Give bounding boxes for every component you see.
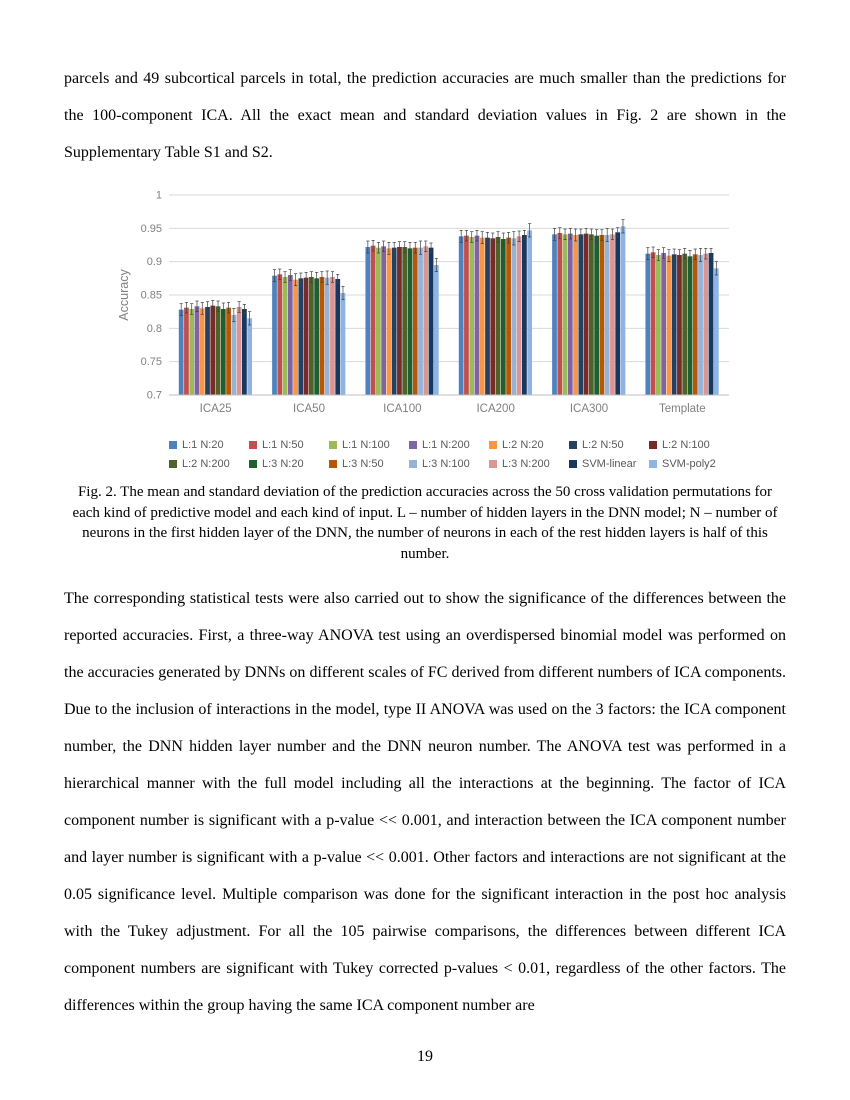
y-axis-title: Accuracy bbox=[117, 269, 131, 321]
bar-l-1-n-200-ica25 bbox=[195, 306, 200, 395]
bar-svm-linear-ica200 bbox=[522, 235, 527, 395]
legend-label: SVM-linear bbox=[582, 458, 637, 470]
legend-label: L:3 N:100 bbox=[422, 458, 470, 470]
legend-label: L:1 N:100 bbox=[342, 439, 390, 451]
bar-l-3-n-50-ica25 bbox=[226, 308, 231, 395]
bar-l-3-n-20-template bbox=[688, 256, 693, 395]
bar-l-2-n-50-template bbox=[672, 254, 677, 395]
legend-swatch-icon bbox=[649, 441, 657, 449]
bar-l-3-n-200-ica25 bbox=[237, 307, 242, 395]
bar-l-1-n-100-ica200 bbox=[469, 237, 474, 395]
bar-l-1-n-20-ica200 bbox=[459, 236, 464, 395]
legend-item-l-1-n-20 bbox=[169, 439, 249, 451]
legend-label: L:3 N:50 bbox=[342, 458, 384, 470]
bar-l-3-n-100-ica200 bbox=[511, 238, 516, 395]
legend-label: L:1 N:20 bbox=[182, 439, 224, 451]
legend-label: L:3 N:20 bbox=[262, 458, 304, 470]
bar-l-1-n-100-ica50 bbox=[283, 277, 288, 395]
bar-l-3-n-20-ica25 bbox=[221, 309, 226, 395]
legend-label: L:2 N:20 bbox=[502, 439, 544, 451]
bar-l-2-n-200-template bbox=[682, 254, 687, 395]
bar-l-1-n-20-ica50 bbox=[272, 276, 277, 395]
bar-l-3-n-200-ica200 bbox=[517, 236, 522, 395]
bar-l-1-n-20-ica100 bbox=[365, 247, 370, 395]
legend-swatch-icon bbox=[329, 441, 337, 449]
legend-swatch-icon bbox=[409, 441, 417, 449]
bar-l-2-n-20-ica100 bbox=[387, 248, 392, 395]
bar-l-3-n-20-ica200 bbox=[501, 239, 506, 395]
bar-l-3-n-200-ica100 bbox=[423, 246, 428, 395]
chart-legend bbox=[169, 439, 735, 470]
bar-l-1-n-200-ica50 bbox=[288, 275, 293, 395]
bar-l-2-n-100-ica100 bbox=[397, 247, 402, 395]
bar-l-2-n-100-ica300 bbox=[584, 234, 589, 395]
x-category-label-ica50: ICA50 bbox=[293, 403, 325, 415]
bar-l-3-n-100-template bbox=[698, 255, 703, 395]
legend-swatch-icon bbox=[649, 460, 657, 468]
bar-l-1-n-50-ica300 bbox=[557, 233, 562, 395]
bar-l-1-n-50-ica100 bbox=[371, 246, 376, 395]
bar-l-3-n-50-ica100 bbox=[413, 248, 418, 395]
bar-l-2-n-100-ica25 bbox=[210, 306, 215, 395]
paragraph-2: The corresponding statistical tests were also carried out to show the significance of the differences between the reported accuracies. First, a three-way ANOVA test using an overdispersed binomial model was performed on the accuracies generated by DNNs on different scales of FC derived from different numbers of ICA components. Due to the inclusion of interactions in the model, type II ANOVA was used on the 3 factors: the ICA component number, the DNN hidden layer number and the DNN neuron number. The ANOVA test was performed in a hierarchical manner with the full model including all the interactions at the beginning. The factor of ICA component number is significant with a p-value << 0.001, and interaction between the ICA component number and layer number is significant with a p-value << 0.001. Other factors and interactions are not significant at the 0.05 significance level. Multiple comparison was done for the significant interaction in the post hoc analysis with the Tukey adjustment. For all the 105 pairwise comparisons, the differences between different ICA component numbers are significant with Tukey corrected p-values < 0.01, regardless of the other factors. The differences within the group having the same ICA component number are bbox=[64, 590, 786, 1014]
legend-item-l-2-n-200 bbox=[169, 458, 249, 470]
bar-l-1-n-50-ica200 bbox=[464, 236, 469, 395]
bar-l-3-n-100-ica25 bbox=[231, 315, 236, 395]
bar-l-1-n-200-ica300 bbox=[568, 234, 573, 395]
bar-l-1-n-50-ica50 bbox=[277, 274, 282, 395]
bar-l-3-n-50-ica200 bbox=[506, 238, 511, 395]
bar-l-2-n-200-ica50 bbox=[309, 277, 314, 395]
bar-l-1-n-200-ica200 bbox=[475, 236, 480, 395]
legend-swatch-icon bbox=[489, 460, 497, 468]
bar-l-3-n-200-ica300 bbox=[610, 234, 615, 395]
x-category-label-ica300: ICA300 bbox=[569, 403, 609, 415]
legend-label: L:3 N:200 bbox=[502, 458, 550, 470]
y-tick-label: 1 bbox=[155, 189, 162, 202]
legend-item-l-2-n-50 bbox=[569, 439, 649, 451]
legend-swatch-icon bbox=[249, 441, 257, 449]
bar-l-2-n-20-ica25 bbox=[200, 308, 205, 395]
bar-l-1-n-100-template bbox=[656, 255, 661, 395]
legend-label: L:1 N:50 bbox=[262, 439, 304, 451]
legend-swatch-icon bbox=[569, 441, 577, 449]
bar-l-3-n-20-ica300 bbox=[594, 236, 599, 395]
bar-l-3-n-50-ica300 bbox=[600, 235, 605, 395]
bar-l-2-n-50-ica200 bbox=[485, 238, 490, 395]
bar-svm-linear-ica300 bbox=[615, 232, 620, 395]
legend-swatch-icon bbox=[409, 460, 417, 468]
bar-l-2-n-20-ica50 bbox=[293, 280, 298, 395]
chart-plot-area bbox=[115, 183, 735, 435]
legend-item-svm-linear bbox=[569, 458, 649, 470]
figure-2 bbox=[64, 183, 786, 564]
bar-l-2-n-100-template bbox=[677, 255, 682, 395]
bar-l-2-n-20-template bbox=[667, 256, 672, 395]
bar-l-2-n-50-ica50 bbox=[298, 278, 303, 395]
bar-l-3-n-100-ica50 bbox=[325, 278, 330, 395]
y-tick-label: 0.75 bbox=[140, 356, 162, 369]
legend-item-l-1-n-200 bbox=[409, 439, 489, 451]
bar-svm-poly2-ica25 bbox=[247, 318, 252, 395]
legend-item-svm-poly2 bbox=[649, 458, 729, 470]
bar-l-2-n-200-ica100 bbox=[402, 247, 407, 395]
accuracy-bar-chart bbox=[115, 183, 735, 470]
x-category-label-ica25: ICA25 bbox=[199, 403, 232, 415]
bar-l-2-n-20-ica300 bbox=[573, 235, 578, 395]
legend-label: L:2 N:200 bbox=[182, 458, 230, 470]
bar-l-2-n-50-ica300 bbox=[578, 234, 583, 395]
figure-caption: Fig. 2. The mean and standard deviation of the prediction accuracies across the 50 cross validation permutations for each kind of predictive model and each kind of input. L – number of hidden layers in the DNN model; N – number of neurons in the first hidden layer of the DNN, the number of neurons in each of the rest hidden layers is half of this number. bbox=[72, 484, 778, 562]
legend-swatch-icon bbox=[169, 441, 177, 449]
bar-l-1-n-50-ica25 bbox=[184, 308, 189, 395]
bar-l-1-n-100-ica25 bbox=[189, 309, 194, 395]
y-tick-label: 0.7 bbox=[146, 389, 162, 402]
bar-l-2-n-20-ica200 bbox=[480, 238, 485, 395]
bar-l-2-n-50-ica25 bbox=[205, 307, 210, 395]
legend-swatch-icon bbox=[329, 460, 337, 468]
x-category-label-ica100: ICA100 bbox=[383, 403, 422, 415]
legend-label: L:2 N:100 bbox=[662, 439, 710, 451]
bar-l-2-n-100-ica200 bbox=[490, 238, 495, 395]
bar-l-1-n-20-ica25 bbox=[179, 310, 184, 395]
bar-svm-poly2-ica100 bbox=[434, 265, 439, 395]
bar-l-2-n-200-ica300 bbox=[589, 234, 594, 395]
bar-l-2-n-50-ica100 bbox=[392, 248, 397, 395]
legend-swatch-icon bbox=[169, 460, 177, 468]
y-tick-label: 0.9 bbox=[146, 256, 162, 269]
legend-item-l-3-n-100 bbox=[409, 458, 489, 470]
bar-l-2-n-200-ica25 bbox=[216, 306, 221, 395]
bar-l-3-n-20-ica100 bbox=[408, 248, 413, 395]
bar-svm-poly2-ica300 bbox=[621, 226, 626, 395]
bar-l-1-n-100-ica300 bbox=[563, 234, 568, 395]
legend-swatch-icon bbox=[569, 460, 577, 468]
legend-item-l-3-n-20 bbox=[249, 458, 329, 470]
x-category-label-ica200: ICA200 bbox=[476, 403, 515, 415]
bar-l-3-n-20-ica50 bbox=[314, 278, 319, 395]
bar-l-3-n-100-ica300 bbox=[605, 235, 610, 395]
bar-l-3-n-200-template bbox=[703, 254, 708, 395]
bar-svm-linear-ica25 bbox=[242, 309, 247, 395]
y-tick-label: 0.95 bbox=[140, 222, 162, 235]
bar-l-1-n-200-template bbox=[661, 253, 666, 395]
legend-item-l-2-n-20 bbox=[489, 439, 569, 451]
y-tick-label: 0.85 bbox=[140, 289, 162, 302]
legend-item-l-2-n-100 bbox=[649, 439, 729, 451]
legend-item-l-3-n-200 bbox=[489, 458, 569, 470]
legend-swatch-icon bbox=[489, 441, 497, 449]
x-category-label-template: Template bbox=[658, 403, 706, 415]
bar-svm-linear-ica100 bbox=[429, 248, 434, 395]
bar-svm-poly2-template bbox=[714, 268, 719, 395]
paragraph-1: parcels and 49 subcortical parcels in total, the prediction accuracies are much smaller than the predictions for the 100-component ICA. All the exact mean and standard deviation values in Fig. 2 are shown in the Supplementary Table S1 and S2. bbox=[64, 70, 786, 161]
legend-item-l-3-n-50 bbox=[329, 458, 409, 470]
bar-l-2-n-200-ica200 bbox=[496, 237, 501, 395]
bar-svm-linear-template bbox=[709, 253, 714, 395]
bar-svm-poly2-ica50 bbox=[341, 293, 346, 395]
bar-l-1-n-20-template bbox=[645, 254, 650, 395]
bar-l-3-n-100-ica100 bbox=[418, 248, 423, 395]
bar-svm-linear-ica50 bbox=[335, 279, 340, 395]
bar-svm-poly2-ica200 bbox=[527, 230, 532, 395]
page-number: 19 bbox=[417, 1048, 433, 1065]
legend-swatch-icon bbox=[249, 460, 257, 468]
legend-label: SVM-poly2 bbox=[662, 458, 716, 470]
bar-l-2-n-100-ica50 bbox=[304, 278, 309, 395]
bar-l-3-n-200-ica50 bbox=[330, 277, 335, 395]
bar-l-1-n-200-ica100 bbox=[381, 246, 386, 395]
legend-label: L:1 N:200 bbox=[422, 439, 470, 451]
legend-item-l-1-n-50 bbox=[249, 439, 329, 451]
legend-item-l-1-n-100 bbox=[329, 439, 409, 451]
bar-l-1-n-20-ica300 bbox=[552, 234, 557, 395]
y-tick-label: 0.8 bbox=[146, 322, 162, 335]
bar-l-1-n-50-template bbox=[651, 252, 656, 395]
bar-l-3-n-50-template bbox=[693, 254, 698, 395]
bar-l-1-n-100-ica100 bbox=[376, 248, 381, 395]
legend-label: L:2 N:50 bbox=[582, 439, 624, 451]
bar-l-3-n-50-ica50 bbox=[320, 277, 325, 395]
